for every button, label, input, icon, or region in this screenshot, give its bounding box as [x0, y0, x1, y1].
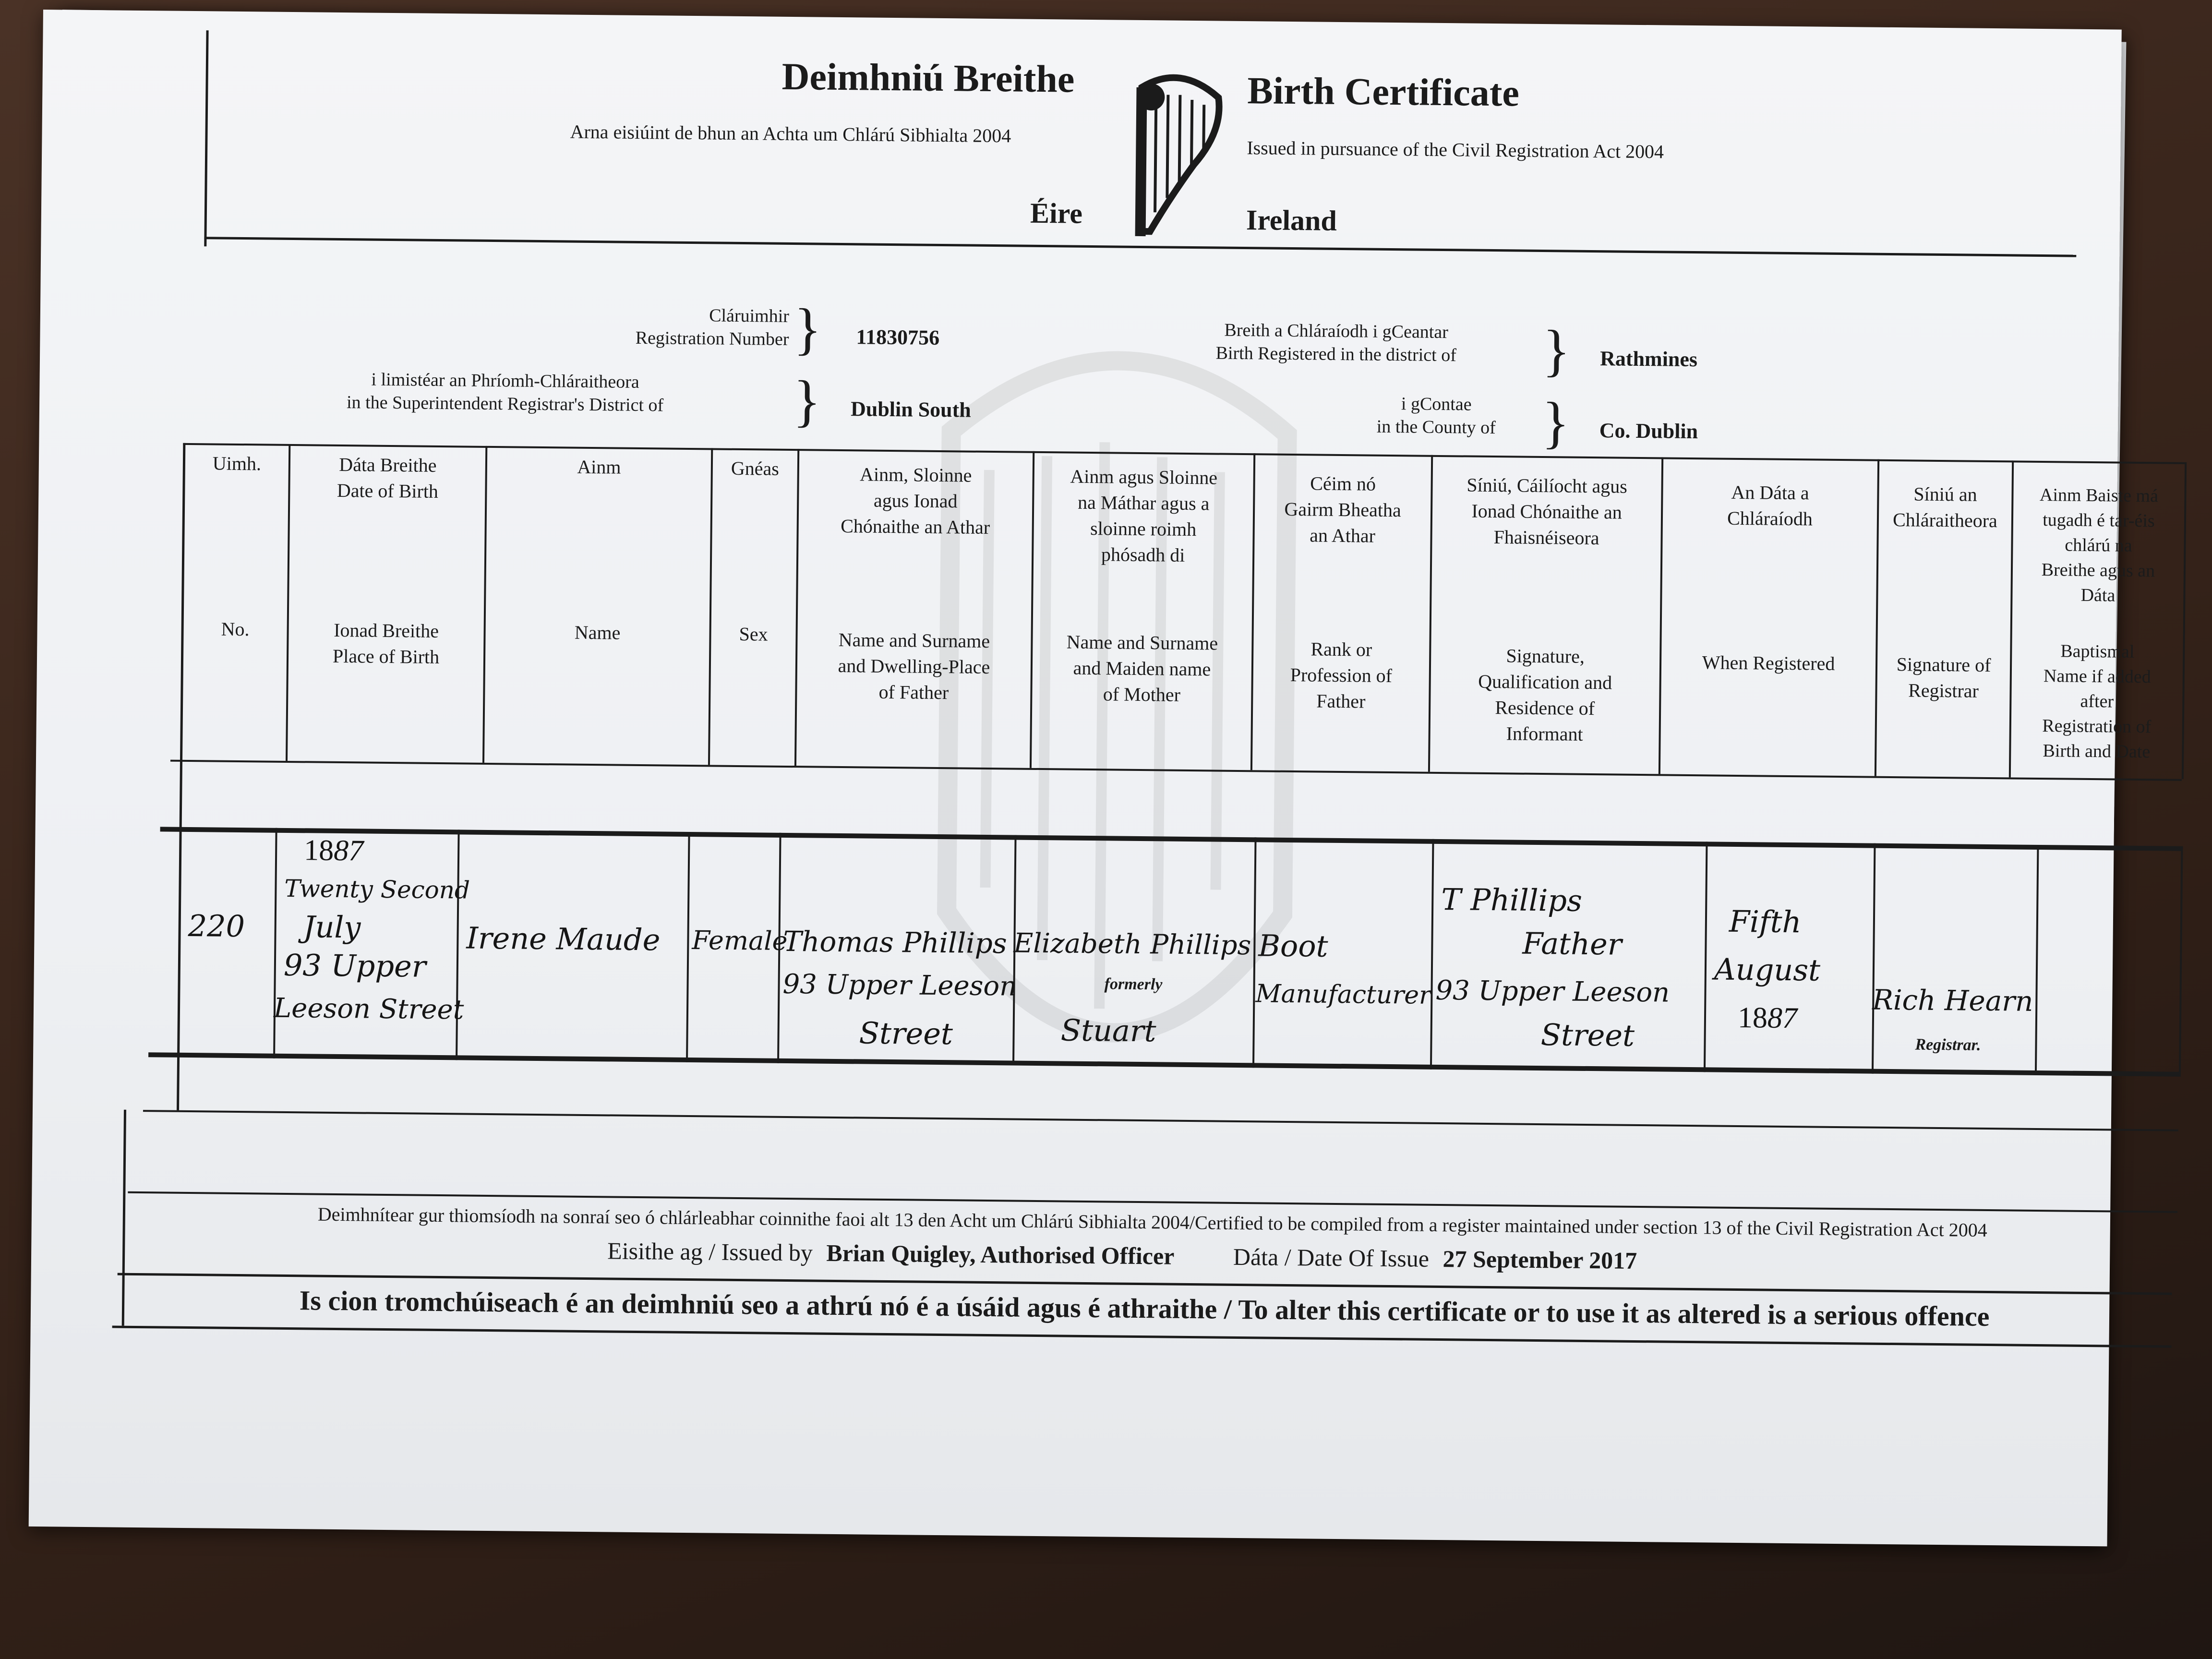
county-label-english: in the County of	[1376, 416, 1496, 438]
table-left-border	[177, 443, 185, 1110]
header-number-english: No.	[221, 618, 250, 640]
entry-informant-line-2: Father	[1522, 926, 1622, 962]
header-sex-english: Sex	[739, 623, 768, 645]
header-mother-irish: Ainm agus Sloinne na Máthar agus a sloinne roimh phósadh di	[1070, 465, 1218, 566]
entry-year-written: 87	[333, 834, 364, 867]
header-name-english: Name	[574, 621, 621, 644]
brace-icon: }	[793, 369, 821, 433]
date-of-issue: 27 September 2017	[1443, 1245, 1637, 1274]
header-name-irish: Ainm	[577, 456, 621, 478]
entry-profession-line-2: Manufacturer	[1255, 979, 1431, 1010]
title-english: Birth Certificate	[1247, 70, 1520, 115]
date-of-issue-label: Dáta / Date Of Issue	[1233, 1243, 1430, 1272]
entry-father-line-2: 93 Upper Leeson	[782, 968, 1017, 1002]
entry-year	[304, 833, 364, 868]
entry-column-divider	[2035, 845, 2039, 1075]
entry-right-border	[2179, 846, 2183, 1077]
district-label-english: Birth Registered in the district of	[1215, 343, 1457, 366]
registration-number: 11830756	[856, 325, 940, 349]
entry-name: Irene Maude	[466, 920, 661, 958]
header-registrar-irish: Síniú an Chláraitheora	[1892, 483, 1998, 532]
entry-registered-line-2: August	[1714, 951, 1821, 988]
country-irish: Éire	[1030, 197, 1083, 229]
entry-mother-line-1: Elizabeth Phillips	[1013, 927, 1251, 962]
header-sex-irish: Gnéas	[731, 457, 780, 480]
entry-profession-line-1: Boot	[1258, 928, 1328, 964]
brace-icon: }	[1541, 390, 1570, 455]
header-profession-english: Rank or Profession of Father	[1290, 638, 1393, 712]
registration-county: Co. Dublin	[1599, 419, 1698, 444]
subtitle-irish: Arna eisiúint de bhun an Achta um Chlárú Sibhialta 2004	[570, 120, 1011, 147]
issued-by-label: Eisithe ag / Issued by	[607, 1237, 813, 1266]
header-registrar-english: Signature of Registrar	[1896, 653, 1991, 702]
header-registered-irish: An Dáta a Chláraíodh	[1727, 481, 1813, 530]
entry-father-line-1: Thomas Phillips	[783, 925, 1007, 960]
entry-registrar-caption: Registrar.	[1915, 1035, 1981, 1054]
entry-date-line-2: July	[303, 909, 361, 945]
subtitle-english: Issued in pursuance of the Civil Registration Act 2004	[1247, 137, 1664, 163]
header-profession-irish: Céim nó Gairm Bheatha an Athar	[1284, 472, 1401, 547]
column-divider	[708, 448, 713, 765]
issued-line	[607, 1237, 1637, 1274]
entry-column-divider	[1872, 843, 1876, 1074]
header-place-of-birth: Ionad Breithe Place of Birth	[332, 619, 440, 668]
registration-number-label-irish: Cláruimhir	[709, 305, 790, 326]
header-informant-english: Signature, Qualification and Residence of Informant	[1478, 645, 1612, 745]
superintendent-label	[289, 367, 721, 418]
header-father-english: Name and Surname and Dwelling-Place of Father	[838, 628, 990, 704]
brace-icon: }	[1542, 318, 1571, 383]
header-registered-english: When Registered	[1702, 651, 1835, 674]
entry-mother-line-2: Stuart	[1060, 1012, 1156, 1049]
registration-district: Rathmines	[1599, 347, 1698, 372]
entry-place-line-2: Leeson Street	[273, 992, 464, 1026]
entry-registered-year-written: 87	[1767, 1001, 1798, 1035]
superintendent-district: Dublin South	[850, 397, 972, 422]
district-label-irish: Breith a Chláraíodh i gCeantar	[1224, 320, 1449, 343]
title-irish: Deimhniú Breithe	[781, 55, 1075, 101]
entry-place-line-1: 93 Upper	[283, 947, 426, 984]
entry-column-divider	[1704, 842, 1708, 1072]
entry-column-divider	[1430, 839, 1434, 1070]
entry-informant-line-1: T Phillips	[1441, 882, 1583, 918]
entry-informant-line-4: Street	[1540, 1017, 1635, 1053]
certification-statement: Deimhnítear gur thiomsíodh na sonraí seo ó chlárleabhar coinnithe faoi alt 13 den Acht um Chlárú Sibhialta 2004/Certified to be compiled from a register maintained under section 13 of the Civil Registration Act 2004	[317, 1203, 1988, 1241]
header-baptismal-irish: Ainm Baiste má tugadh é tar-éis chlárú na Breithe agus an Dáta	[2039, 484, 2159, 606]
county-label	[1335, 392, 1538, 440]
entry-column-divider	[686, 832, 690, 1062]
alteration-warning: Is cion tromchúiseach é an deimhniú seo a athrú nó é a úsáid agus é athraithe / To alter this certificate or to use it as altered is a serious offence	[299, 1285, 1990, 1333]
entry-informant-line-3: 93 Upper Leeson	[1435, 974, 1670, 1009]
header-number-irish: Uimh.	[212, 452, 262, 475]
entry-sex: Female	[692, 925, 788, 956]
entry-father-line-3: Street	[859, 1015, 953, 1052]
entry-mother-formerly: formerly	[1104, 975, 1163, 994]
header-mother-english: Name and Surname and Maiden name of Mother	[1066, 631, 1218, 706]
county-label-irish: i gContae	[1401, 394, 1472, 415]
entry-registrar-signature: Rich Hearn	[1872, 983, 2033, 1018]
superintendent-label-irish: i limistéar an Phríomh-Chláraitheora	[371, 369, 639, 392]
entry-registered-line-1: Fifth	[1729, 903, 1802, 940]
superintendent-label-english: in the Superintendent Registrar's District of	[346, 392, 664, 416]
brace-icon: }	[793, 297, 822, 361]
harp-icon	[1121, 68, 1233, 252]
entry-registered-year	[1738, 1000, 1798, 1035]
entry-registered-year-printed: 18	[1737, 1001, 1768, 1034]
birth-certificate	[29, 10, 2159, 1546]
registration-number-label-english: Registration Number	[635, 327, 789, 349]
header-father-irish: Ainm, Sloinne agus Ionad Chónaithe an Athar	[841, 463, 990, 538]
country-english: Ireland	[1246, 204, 1337, 237]
registration-number-label	[520, 302, 789, 351]
entry-date-line-1: Twenty Second	[284, 874, 470, 904]
header-date-of-birth: Dáta Breithe Date of Birth	[337, 453, 439, 502]
top-left-border	[204, 30, 208, 246]
issued-by-officer: Brian Quigley, Authorised Officer	[826, 1239, 1175, 1270]
header-informant-irish: Síniú, Cáilíocht agus Ionad Chónaithe an Fhaisnéiseora	[1467, 474, 1628, 549]
entry-year-printed: 18	[303, 834, 334, 867]
header-baptismal-english: Baptismal Name if added after Registration of Birth and Date	[2042, 641, 2152, 762]
entry-number: 220	[188, 908, 245, 944]
district-label	[1144, 318, 1528, 368]
